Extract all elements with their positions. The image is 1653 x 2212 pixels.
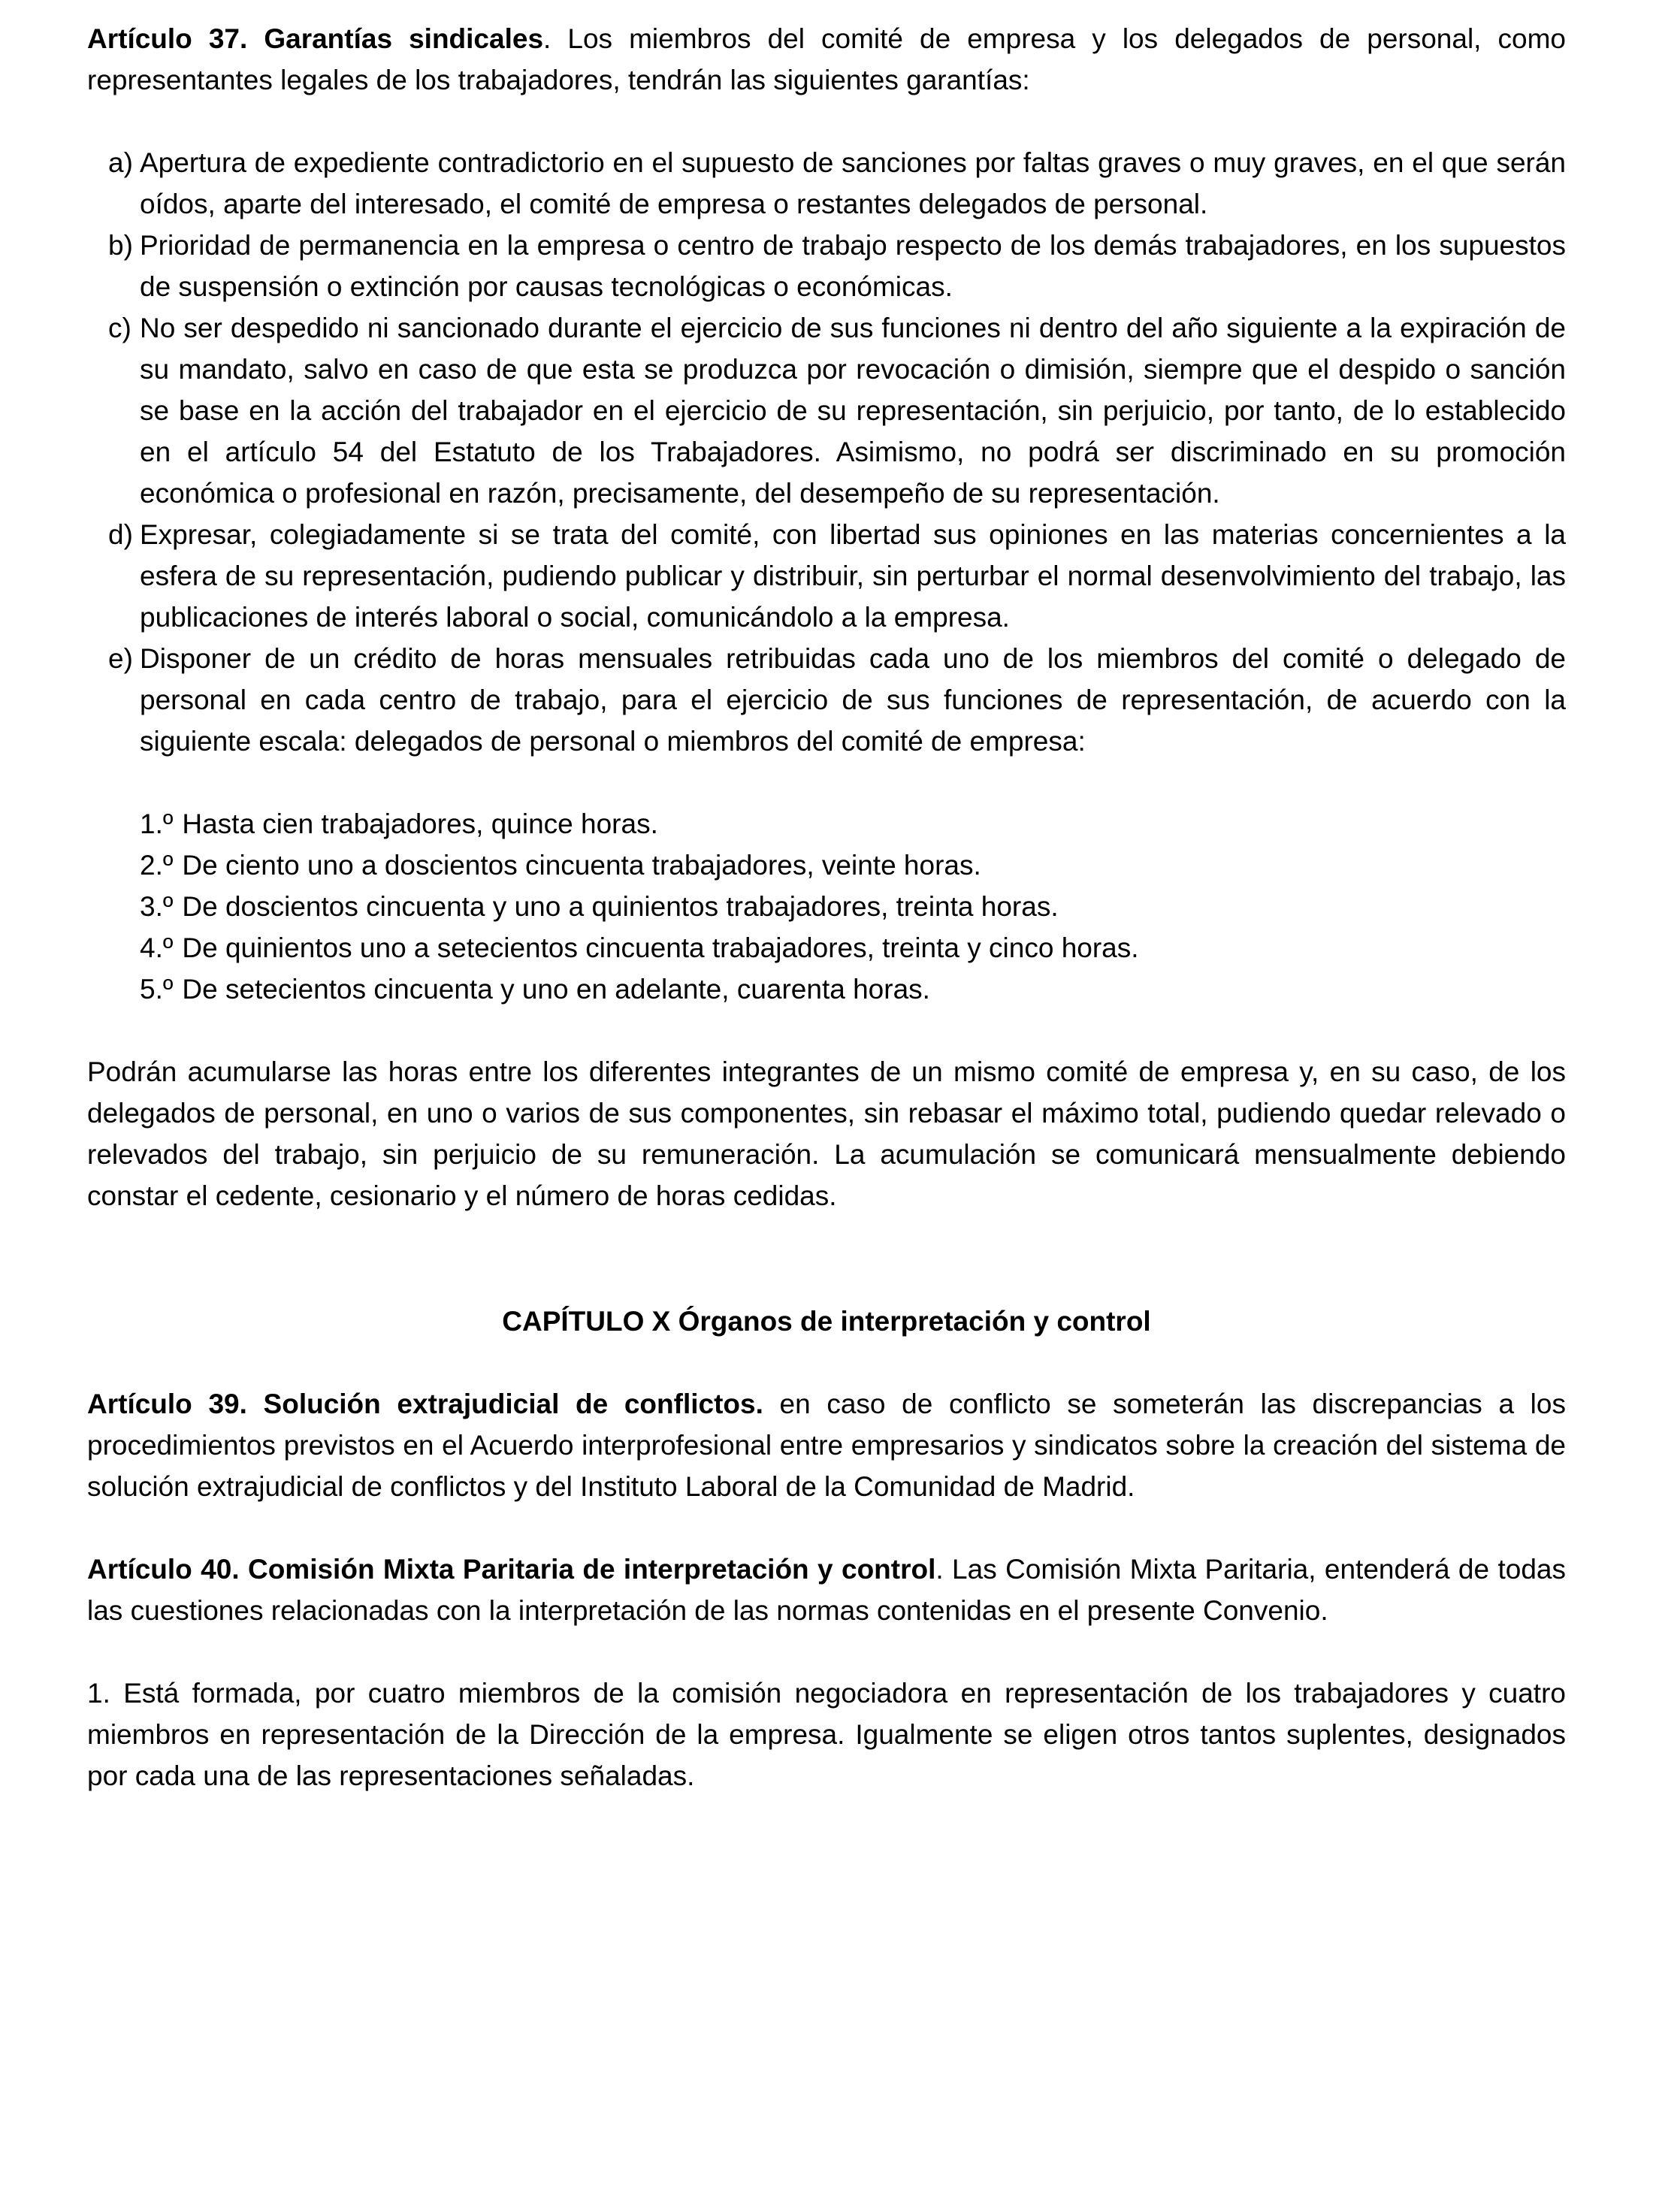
list-item-marker: e) xyxy=(108,643,133,674)
article-39-title: Artículo 39. Solución extrajudicial de conflictos. xyxy=(87,1389,763,1419)
list-item-marker: c) xyxy=(108,313,131,343)
accumulation-paragraph: Podrán acumularse las horas entre los diferentes integrantes de un mismo comité de empresa y, en su caso, de los delegados de personal, en uno o varios de sus componentes, sin rebasar el máximo total, pudiendo quedar relevado o relevados del trabajo, sin perjuicio de su remuneración. La acumulación se comunicará mensualmente debiendo constar el cedente, cesionario y el número de horas cedidas. xyxy=(87,1056,1566,1211)
list-item-e xyxy=(87,638,1566,762)
ordinal-marker: 1.º xyxy=(140,808,174,839)
list-item-a xyxy=(87,142,1566,225)
article-40-body: . Las Comisión Mixta Paritaria, entenderá de todas las cuestiones relacionadas con la interpretación de las normas contenidas en el presente Convenio. xyxy=(87,1554,1566,1626)
list-item-marker: a) xyxy=(108,147,133,178)
composition-paragraph: 1. Está formada, por cuatro miembros de la comisión negociadora en representación de los trabajadores y cuatro miembros en representación de la Dirección de la empresa. Igualmente se eligen otros tantos suplentes, designados por cada una de las representaciones señaladas. xyxy=(87,1678,1566,1791)
hours-scale-item-4 xyxy=(140,927,1566,969)
article-39-body: en caso de conflicto se someterán las discrepancias a los procedimientos previstos en el Acuerdo interprofesional entre empresarios y sindicatos sobre la creación del sistema de solución extrajudicial de conflictos y del Instituto Laboral de la Comunidad de Madrid. xyxy=(87,1389,1566,1502)
hours-scale-item-1 xyxy=(140,803,1566,845)
ordinal-marker: 4.º xyxy=(140,932,174,963)
list-item-text: Apertura de expediente contradictorio en el supuesto de sanciones por faltas graves o muy graves, en el que serán oídos, aparte del interesado, el comité de empresa o restantes delegados de personal. xyxy=(140,147,1566,219)
chapter-x-heading: CAPÍTULO X Órganos de interpretación y control xyxy=(502,1306,1151,1337)
article-40-title: Artículo 40. Comisión Mixta Paritaria de interpretación y control xyxy=(87,1554,936,1585)
ordinal-marker: 3.º xyxy=(140,891,174,922)
list-item-text: Disponer de un crédito de horas mensuales retribuidas cada uno de los miembros del comité o delegado de personal en cada centro de trabajo, para el ejercicio de sus funciones de representación, de acuerdo con la siguiente escala: delegados de personal o miembros del comité de empresa: xyxy=(140,643,1566,757)
list-item-text: Prioridad de permanencia en la empresa o centro de trabajo respecto de los demás trabajadores, en los supuestos de suspensión o extinción por causas tecnológicas o económicas. xyxy=(140,230,1566,302)
article-40-paragraph xyxy=(87,1549,1566,1631)
hours-scale-item-3 xyxy=(140,886,1566,927)
guarantees-list xyxy=(87,142,1566,762)
hours-scale-item-5 xyxy=(140,969,1566,1010)
hours-scale-list xyxy=(87,803,1566,1010)
article-37-title: Artículo 37. Garantías sindicales xyxy=(87,23,544,54)
ordinal-text: De doscientos cincuenta y uno a quinientos trabajadores, treinta horas. xyxy=(182,891,1059,922)
article-37-paragraph xyxy=(87,18,1566,101)
list-item-d xyxy=(87,514,1566,638)
ordinal-marker: 2.º xyxy=(140,850,174,881)
list-item-marker: b) xyxy=(108,230,133,261)
article-39-paragraph xyxy=(87,1383,1566,1507)
list-item-c xyxy=(87,307,1566,514)
ordinal-text: Hasta cien trabajadores, quince horas. xyxy=(182,808,658,839)
list-item-text: Expresar, colegiadamente si se trata del comité, con libertad sus opiniones en las materias concernientes a la esfera de su representación, pudiendo publicar y distribuir, sin perturbar el normal desenvolvimiento del trabajo, las publicaciones de interés laboral o social, comunicándolo a la empresa. xyxy=(140,519,1566,633)
ordinal-marker: 5.º xyxy=(140,974,174,1005)
ordinal-text: De setecientos cincuenta y uno en adelante, cuarenta horas. xyxy=(182,974,930,1005)
ordinal-text: De quinientos uno a setecientos cincuenta trabajadores, treinta y cinco horas. xyxy=(182,932,1139,963)
list-item-b xyxy=(87,225,1566,307)
hours-scale-item-2 xyxy=(140,845,1566,886)
ordinal-text: De ciento uno a doscientos cincuenta trabajadores, veinte horas. xyxy=(182,850,981,881)
article-37-body: . Los miembros del comité de empresa y los delegados de personal, como representantes legales de los trabajadores, tendrán las siguientes garantías: xyxy=(87,23,1566,95)
list-item-text: No ser despedido ni sancionado durante el ejercicio de sus funciones ni dentro del año siguiente a la expiración de su mandato, salvo en caso de que esta se produzca por revocación o dimisión, siempre que el despido o sanción se base en la acción del trabajador en el ejercicio de su representación, sin perjuicio, por tanto, de lo establecido en el artículo 54 del Estatuto de los Trabajadores. Asimismo, no podrá ser discriminado en su promoción económica o profesional en razón, precisamente, del desempeño de su representación. xyxy=(140,313,1566,509)
list-item-marker: d) xyxy=(108,519,133,550)
